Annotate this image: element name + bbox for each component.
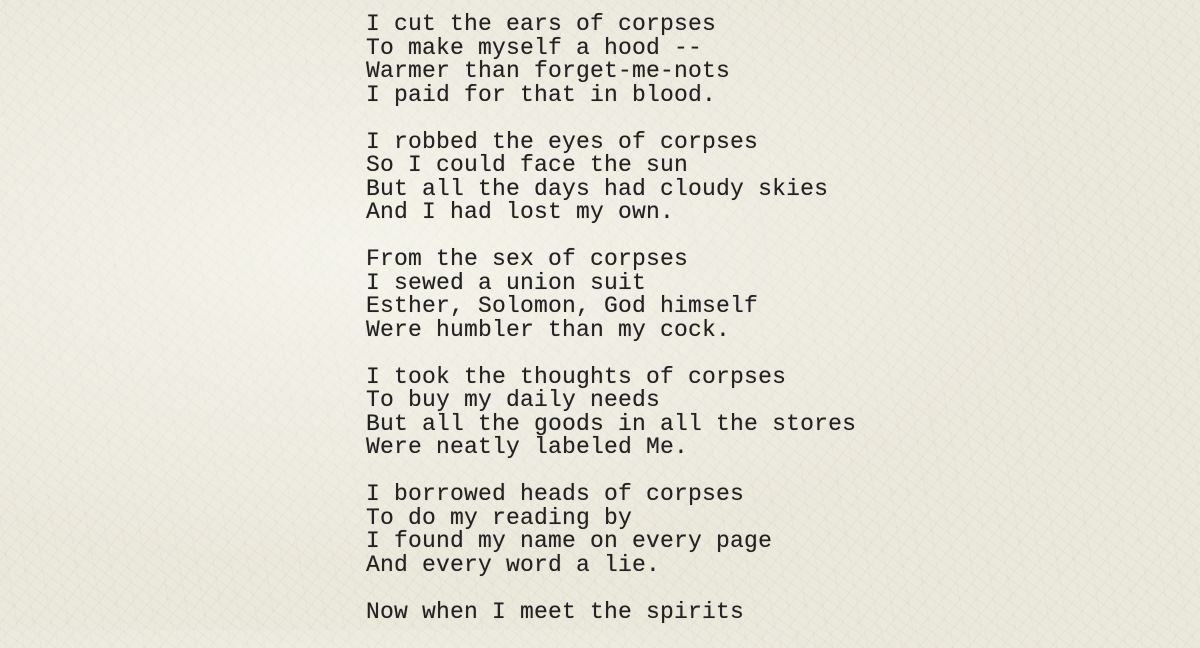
stanza [366,128,856,225]
poem-line: To buy my daily needs [366,387,661,413]
poem-line: I found my name on every page [366,528,773,554]
poem-line: From the sex of corpses [366,246,689,272]
poem-line: I sewed a union suit [366,269,647,296]
poem-line: I cut the ears of corpses [366,11,717,37]
poem-line: And every word a lie. [366,551,661,578]
poem-line: Were neatly labeled Me. [366,434,689,460]
poem-line: To do my reading by [366,504,633,531]
poem-line: I borrowed heads of corpses [366,481,745,507]
poem-text [366,13,856,648]
poem-line: To make myself a hood -- [366,34,703,61]
stanza [366,598,856,625]
poem-line: But all the days had cloudy skies [366,175,829,202]
poem-line: Esther, Solomon, God himself [366,293,759,319]
poem-line: Warmer than forget-me-nots [366,58,731,84]
poem-line: I paid for that in blood. [366,81,717,108]
poem-line: And I had lost my own. [366,199,675,225]
poem-line: Now when I meet the spirits [366,598,745,625]
poem-line: I took the thoughts of corpses [366,363,787,390]
stanza [366,483,856,577]
stanza [366,13,856,107]
stanza [366,248,856,342]
poem-line: But all the goods in all the stores [366,410,857,437]
stanza [366,363,857,460]
poem-line: I robbed the eyes of corpses [366,128,759,155]
poem-line: So I could face the sun [366,152,689,178]
poem-line: Were humbler than my cock. [366,316,731,343]
